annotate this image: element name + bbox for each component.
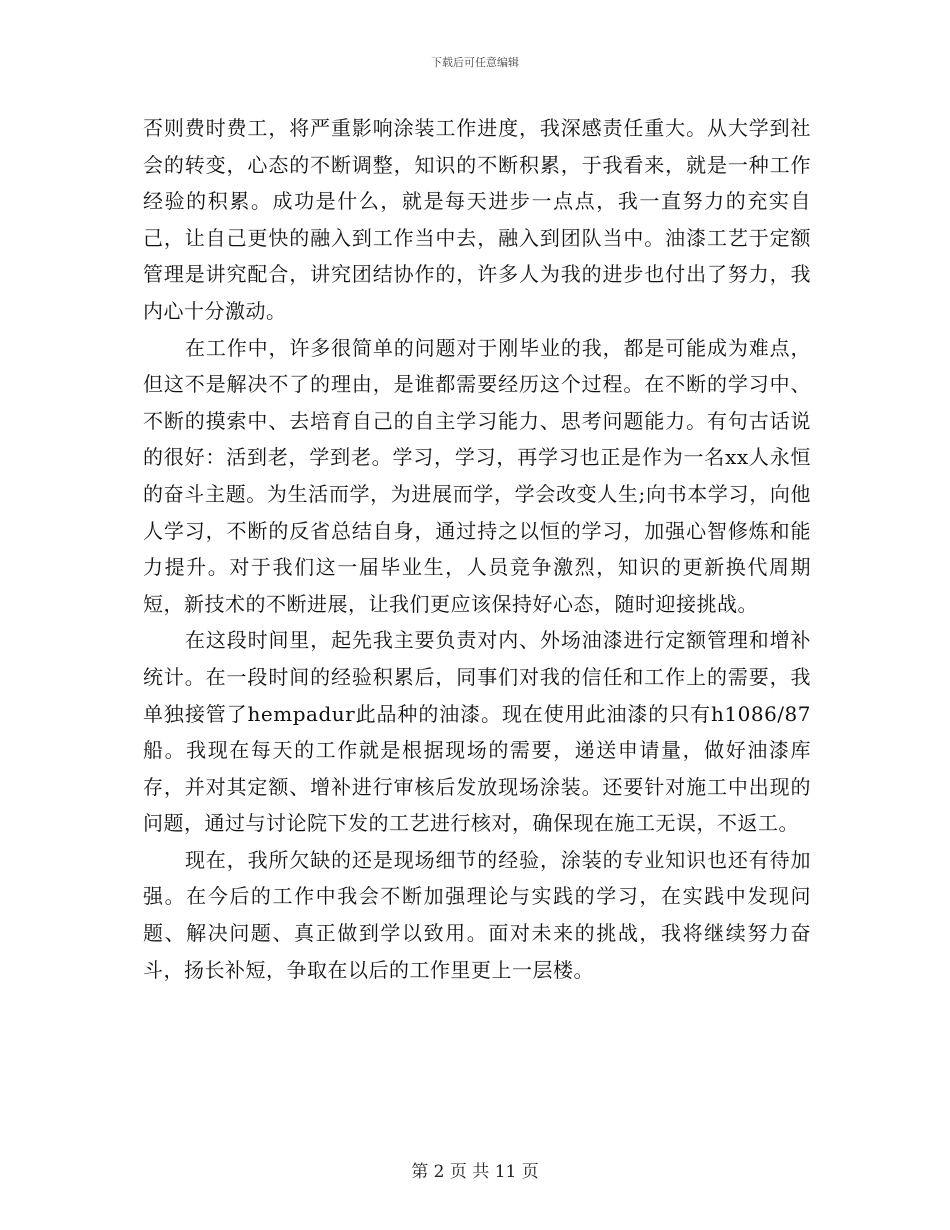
- paragraph-learning: 在工作中，许多很简单的问题对于刚毕业的我，都是可能成为难点，但这不是解决不了的理由，是谁都需要经历这个过程。在不断的学习中、不断的摸索中、去培育自己的自主学习能力、思考问题能力。有句古话说的很好：活到老，学到老。学习，学习，再学习也正是作为一名xx人永恒的奋斗主题。为生活而学，为进展而学，学会改变人生;向书本学习，向他人学习，不断的反省总结自身，通过持之以恒的学习，加强心智修炼和能力提升。对于我们这一届毕业生，人员竞争激烈，知识的更新换代周期短，新技术的不断进展，让我们更应该保持好心态，随时迎接挑战。: [143, 335, 811, 616]
- page-number: 第 2 页 共 11 页: [411, 1162, 539, 1182]
- paragraph-future: 现在，我所欠缺的还是现场细节的经验，涂装的专业知识也还有待加强。在今后的工作中我会不断加强理论与实践的学习，在实践中发现问题、解决问题、真正做到学以致用。面对未来的挑战，我将继续努力奋斗，扬长补短，争取在以后的工作里更上一层楼。: [143, 847, 811, 982]
- paragraph-work-duties: 在这段时间里，起先我主要负责对内、外场油漆进行定额管理和增补统计。在一段时间的经验积累后，同事们对我的信任和工作上的需要，我单独接管了hempadur此品种的油漆。现在使用此油漆的只有h1086/87船。我现在每天的工作就是根据现场的需要，递送申请量，做好油漆库存，并对其定额、增补进行审核后发放现场涂装。还要针对施工中出现的问题，通过与讨论院下发的工艺进行核对，确保现在施工无误，不返工。: [143, 628, 811, 836]
- document-body: [143, 110, 811, 988]
- page-header-note: 下载后可任意编辑: [431, 56, 519, 69]
- paragraph-continuation: 否则费时费工，将严重影响涂装工作进度，我深感责任重大。从大学到社会的转变，心态的不断调整，知识的不断积累，于我看来，就是一种工作经验的积累。成功是什么，就是每天进步一点点，我一直努力的充实自己，让自己更快的融入到工作当中去，融入到团队当中。油漆工艺于定额管理是讲究配合，讲究团结协作的，许多人为我的进步也付出了努力，我内心十分激动。: [143, 116, 811, 323]
